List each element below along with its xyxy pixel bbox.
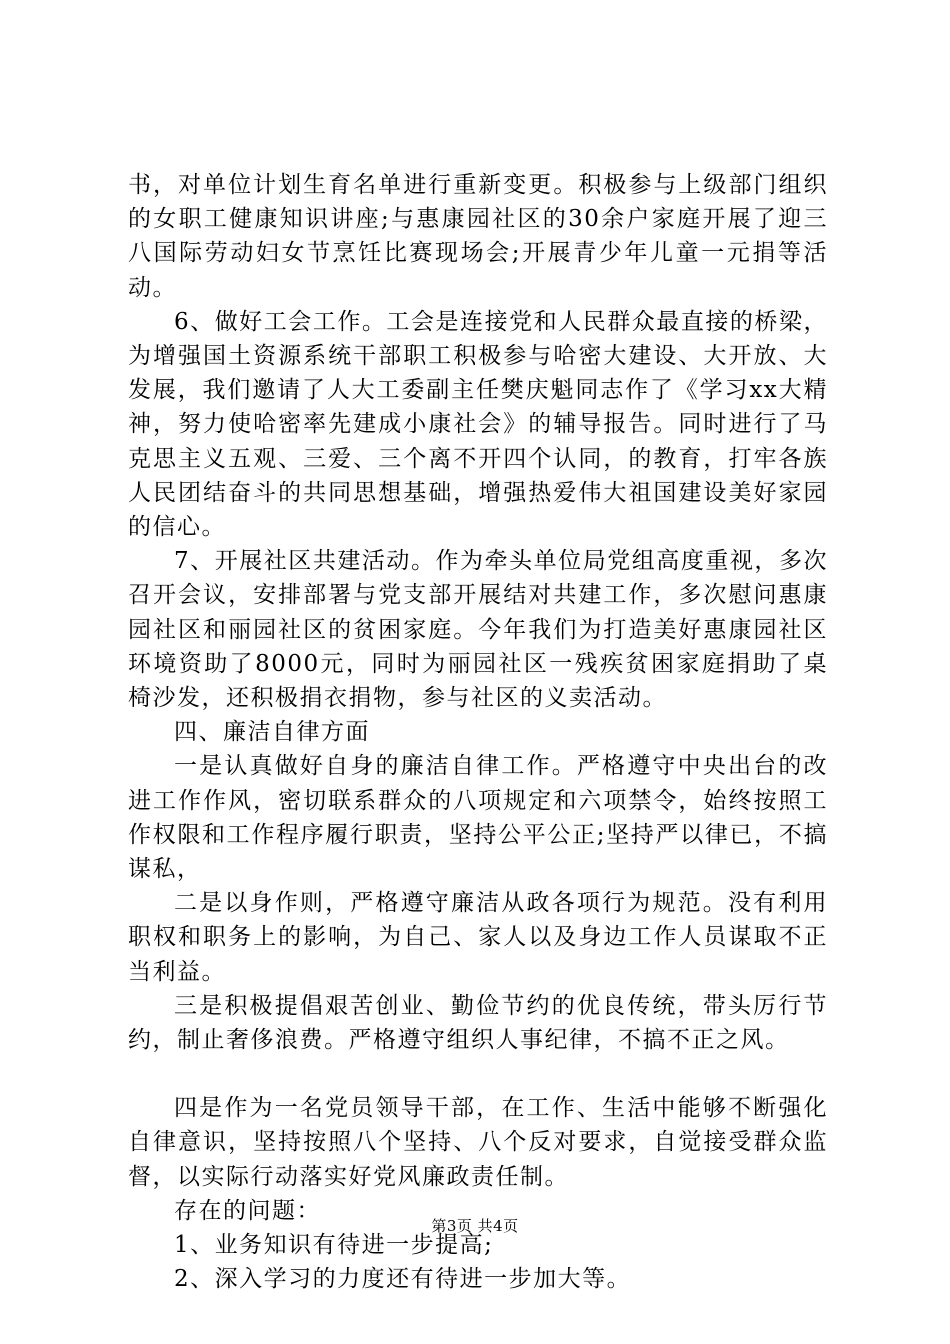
paragraph-family-planning-continued: 书，对单位计划生育名单进行重新变更。积极参与上级部门组织的女职工健康知识讲座;与惠康园社区的30余户家庭开展了迎三八国际劳动妇女节烹饪比赛现场会;开展青少年儿童一元捐等活动。 [128,172,828,301]
paragraph-spacer [128,1057,828,1091]
page-number-footer: 第3页 共4页 [431,1217,519,1235]
paragraph-union-work: 6、做好工会工作。工会是连接党和人民群众最直接的桥梁，为增强国土资源系统干部职工积极参与哈密大建设、大开放、大发展，我们邀请了人大工委副主任樊庆魁同志作了《学习xx大精神，努力使哈密率先建成小康社会》的辅导报告。同时进行了马克思主义五观、三爱、三个离不开四个认同，的教育，打牢各族人民团结奋斗的共同思想基础，增强热爱伟大祖国建设美好家园的信心。 [128,308,828,541]
paragraph-integrity-point-4: 四是作为一名党员领导干部，在工作、生活中能够不断强化自律意识，坚持按照八个坚持、八个反对要求，自觉接受群众监督，以实际行动落实好党风廉政责任制。 [128,1095,828,1190]
paragraph-community-cobuilding: 7、开展社区共建活动。作为牵头单位局党组高度重视，多次召开会议，安排部署与党支部开展结对共建工作，多次慰问惠康园社区和丽园社区的贫困家庭。今年我们为打造美好惠康园社区环境资助了8000元，同时为丽园社区一残疾贫困家庭捐助了桌椅沙发，还积极捐衣捐物，参与社区的义卖活动。 [128,548,828,712]
problem-item-1: 1、业务知识有待进一步提高; [174,1232,494,1259]
section-heading-integrity: 四、廉洁自律方面 [174,719,370,746]
paragraph-integrity-point-3: 三是积极提倡艰苦创业、勤俭节约的优良传统，带头厉行节约，制止奢侈浪费。严格遵守组织人事纪律，不搞不正之风。 [128,992,828,1054]
document-body [128,168,828,1297]
paragraph-integrity-point-2: 二是以身作则，严格遵守廉洁从政各项行为规范。没有利用职权和职务上的影响，为自己、家人以及身边工作人员谋取不正当利益。 [128,890,828,985]
problem-item-2: 2、深入学习的力度还有待进一步加大等。 [174,1266,632,1293]
paragraph-integrity-point-1: 一是认真做好自身的廉洁自律工作。严格遵守中央出台的改进工作作风，密切联系群众的八项规定和六项禁令，始终按照工作权限和工作程序履行职责，坚持公平公正;坚持严以律已，不搞谋私， [128,753,828,883]
section-heading-problems: 存在的问题： [174,1197,321,1224]
